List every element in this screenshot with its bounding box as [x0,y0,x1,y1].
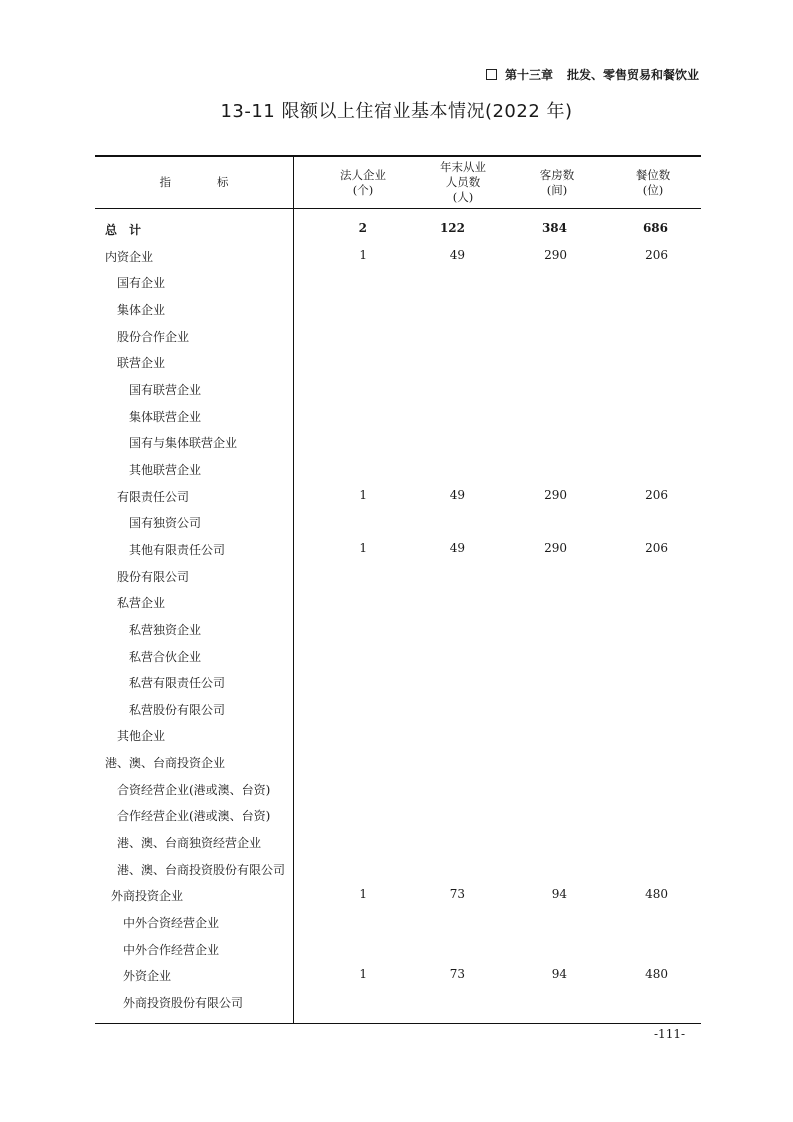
row-label: 国有联营企业 [129,382,202,397]
row-value-4: 206 [645,247,668,262]
row-label: 私营合伙企业 [129,649,202,664]
table-row [95,803,701,830]
row-label: 中外合资经营企业 [123,916,220,931]
row-value-2: 122 [439,221,465,235]
table-row [95,484,701,511]
row-value-3: 94 [551,967,567,982]
header-seats: 餐位数 (位) [635,167,671,197]
table-row [95,830,701,857]
row-label: 外资企业 [123,969,172,984]
row-value-2: 49 [449,540,465,555]
table-row [95,937,701,964]
table-row [95,750,701,777]
row-label: 港、澳、台商独资经营企业 [117,836,262,851]
table-row [95,324,701,351]
row-label: 国有企业 [117,276,166,291]
table-row [95,617,701,644]
row-value-2: 49 [449,487,465,502]
table-row [95,537,701,564]
row-label: 港、澳、台商投资股份有限公司 [117,862,286,877]
table-row [95,883,701,910]
row-label: 合作经营企业(港或澳、台资) [117,809,271,824]
row-label: 中外合作经营企业 [123,942,220,957]
row-value-3: 290 [544,487,567,502]
row-label: 股份有限公司 [117,569,190,584]
row-label: 国有独资公司 [129,516,202,531]
row-label: 联营企业 [117,356,166,371]
row-label: 外商投资股份有限公司 [123,996,244,1011]
row-value-3: 94 [551,887,567,902]
row-value-4: 206 [645,540,668,555]
header-employees: 年末从业 人员数 (人) [440,160,486,204]
table-row [95,723,701,750]
row-label: 有限责任公司 [117,489,190,504]
table-row [95,377,701,404]
table-row [95,857,701,884]
row-label: 集体企业 [117,302,166,317]
table-row [95,270,701,297]
row-label: 集体联营企业 [129,409,202,424]
row-value-1: 2 [358,221,367,235]
row-value-3: 290 [544,540,567,555]
table-row [95,350,701,377]
row-value-4: 480 [645,967,668,982]
row-label: 私营企业 [117,596,166,611]
row-label: 港、澳、台商投资企业 [105,756,226,771]
row-label: 合资经营企业(港或澳、台资) [117,782,271,797]
table-body [95,217,701,1017]
table-bottom-rule [95,1023,701,1024]
row-value-1: 1 [359,487,367,502]
table-row [95,510,701,537]
table-row [95,404,701,431]
row-label: 股份合作企业 [117,329,190,344]
row-value-4: 686 [642,221,668,235]
table-row [95,217,701,244]
row-value-1: 1 [359,967,367,982]
row-label: 总 计 [105,223,142,237]
square-icon [486,69,497,80]
table-row [95,590,701,617]
row-label: 私营独资企业 [129,622,202,637]
row-label: 私营有限责任公司 [129,676,226,691]
table-row [95,777,701,804]
chapter-header [486,66,699,83]
chapter-topic: 批发、零售贸易和餐饮业 [566,68,699,82]
header-rooms: 客房数 (间) [539,167,575,197]
page-number: -111- [654,1027,686,1041]
row-value-3: 384 [541,221,567,235]
table-header [95,157,701,209]
row-label: 其他企业 [117,729,166,744]
row-label: 其他联营企业 [129,462,202,477]
row-label: 国有与集体联营企业 [129,436,238,451]
row-value-2: 49 [449,247,465,262]
table-row [95,963,701,990]
row-label: 外商投资企业 [111,889,184,904]
row-value-1: 1 [359,887,367,902]
table-row [95,910,701,937]
row-label: 私营股份有限公司 [129,702,226,717]
chapter-number: 第十三章 [504,68,553,82]
header-legal-entities: 法人企业 (个) [340,167,386,197]
table-row [95,697,701,724]
row-value-4: 480 [645,887,668,902]
row-value-4: 206 [645,487,668,502]
table-row [95,564,701,591]
table-row [95,644,701,671]
row-value-1: 1 [359,540,367,555]
row-value-2: 73 [449,967,465,982]
table-row [95,430,701,457]
table-row [95,670,701,697]
table-title: 13-11 限额以上住宿业基本情况(2022 年) [220,101,573,122]
table-row [95,297,701,324]
row-label: 其他有限责任公司 [129,542,226,557]
header-indicator: 指 标 [159,175,229,189]
row-value-1: 1 [359,247,367,262]
table-row [95,244,701,271]
table-row [95,990,701,1017]
row-value-2: 73 [449,887,465,902]
row-label: 内资企业 [105,249,154,264]
row-value-3: 290 [544,247,567,262]
table-row [95,457,701,484]
